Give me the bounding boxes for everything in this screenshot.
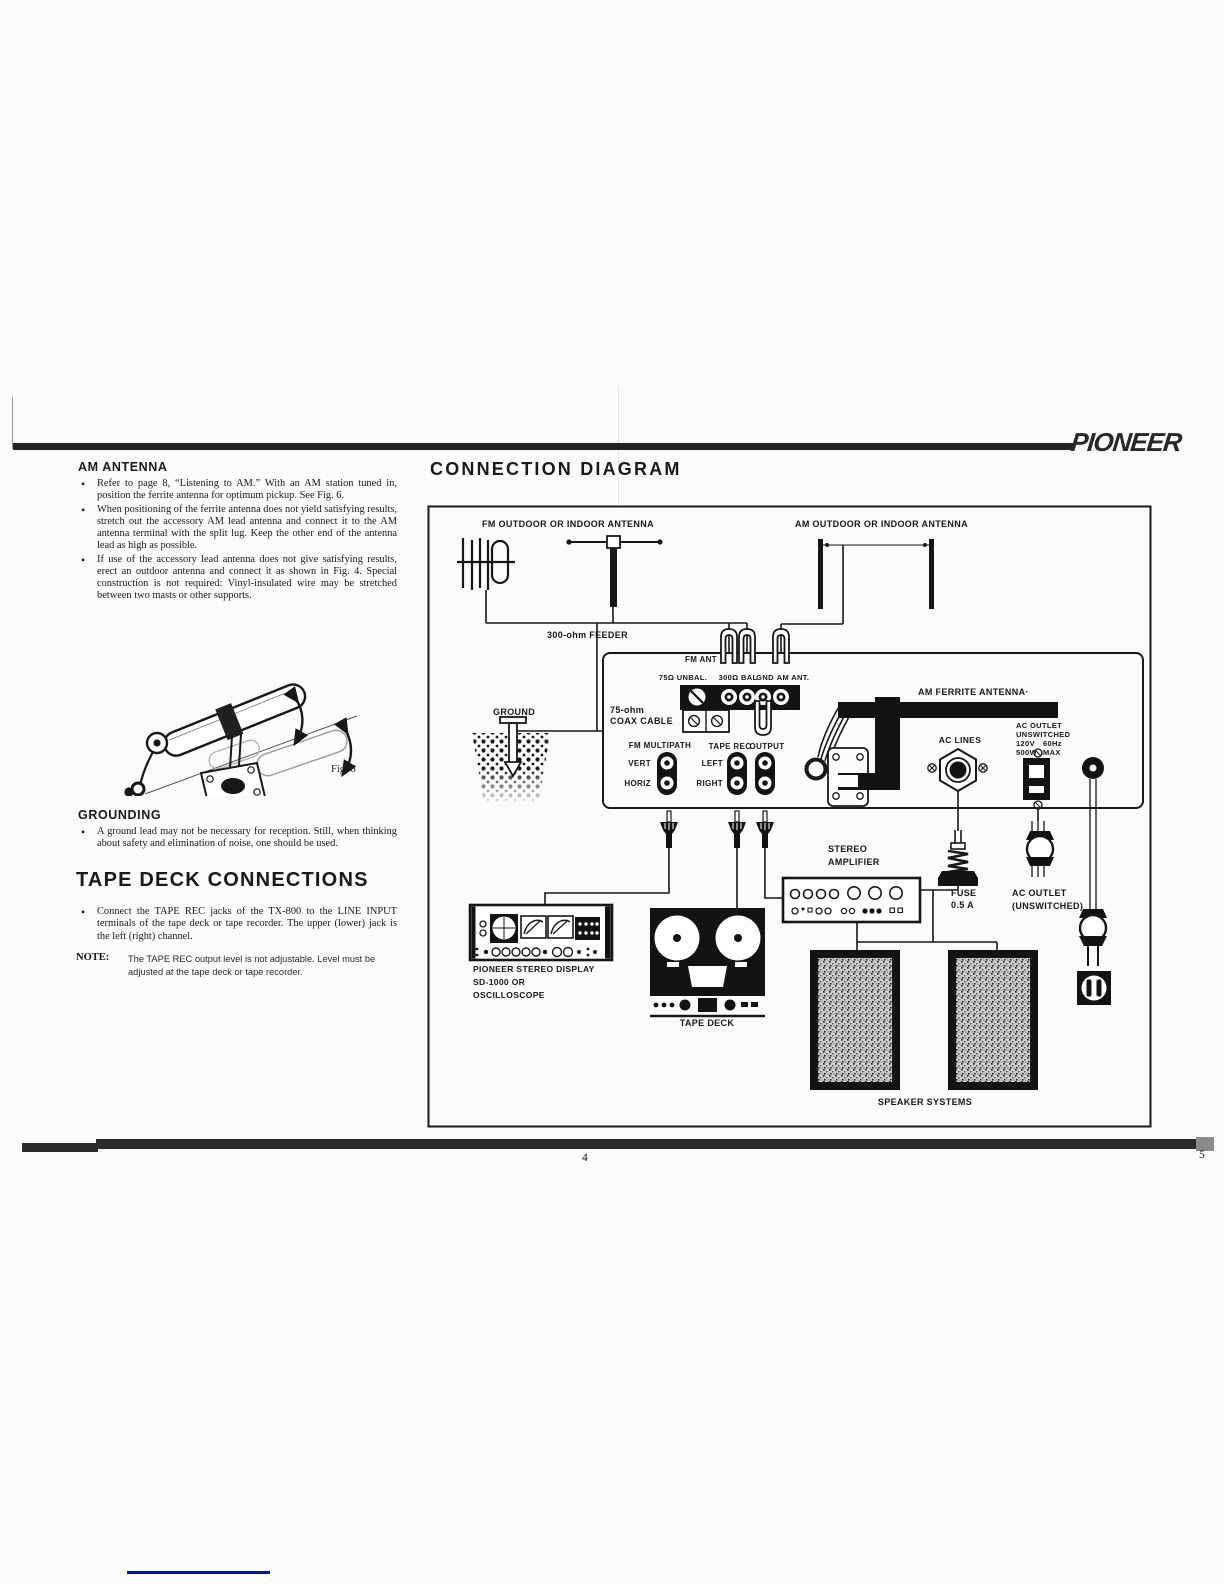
label-ac-outlet-3a: 120V: [1016, 739, 1035, 748]
label-outlet-2: (UNSWITCHED): [1012, 901, 1084, 911]
label-ac-lines: AC LINES: [938, 735, 982, 745]
antenna-lead-wire: [140, 752, 153, 785]
label-ferrite: AM FERRITE ANTENNA·: [918, 687, 1029, 697]
label-fm-antenna: FM OUTDOOR OR INDOOR ANTENNA: [482, 519, 654, 529]
fm-multipath-jacks: [657, 752, 677, 795]
label-ac-outlet-2: UNSWITCHED: [1016, 730, 1071, 739]
label-speakers: SPEAKER SYSTEMS: [877, 1097, 973, 1107]
panel-ac-outlet: [1023, 749, 1050, 809]
label-am-ant: AM ANT.: [776, 673, 810, 682]
fm-dipole-antenna-icon: [566, 536, 662, 607]
stereo-amplifier-icon: [783, 878, 920, 922]
label-right: RIGHT: [696, 779, 723, 788]
fuse-icon: [938, 830, 978, 886]
scan-blue-mark: [127, 1571, 270, 1574]
label-fuse: FUSE: [951, 888, 977, 898]
am-antenna-heading: AM ANTENNA: [78, 460, 168, 474]
pioneer-logo: PIONEER: [1069, 427, 1183, 457]
label-amplifier: AMPLIFIER: [828, 857, 880, 867]
tape-deck-bullet: • Connect the TAPE REC jacks of the TX-800 to the LINE INPUT terminals of the tape deck or tape recorder. The upper (lower) jack is the left (right) channel.: [75, 906, 397, 943]
tape-rec-jacks: [727, 752, 747, 795]
power-cord-grommet: [1082, 757, 1104, 779]
fm-yagi-antenna-icon: [457, 538, 515, 590]
page-number-left: 4: [582, 1152, 588, 1164]
label-stereo: STEREO: [828, 844, 868, 854]
connection-diagram: [427, 505, 1152, 1130]
rca-plug-icon: [660, 811, 678, 848]
header-rule: [13, 443, 1073, 450]
label-display-2: SD-1000 OR: [473, 977, 526, 987]
am-antenna-bullet: • Refer to page 8, “Listening to AM.” With an AM station tuned in, position the ferrite antenna for optimum pickup. See Fig. 6.: [75, 478, 397, 503]
lead-wire-loop: [132, 783, 144, 795]
label-300ohm: 300Ω BAL: [718, 673, 758, 682]
footer-rule: [96, 1139, 1210, 1149]
stereo-display-icon: [470, 905, 612, 960]
label-fm-ant: FM ANT: [684, 655, 718, 664]
tape-deck-text: [75, 906, 397, 944]
ac-plug-icon: [1079, 909, 1107, 966]
tape-deck-icon: [650, 908, 765, 1016]
scan-edge-mark: [12, 397, 13, 449]
label-output: OUTPUT: [749, 742, 785, 751]
label-ground: GROUND: [493, 707, 536, 717]
am-antenna-bullet: • If use of the accessory lead antenna does not give satisfying results, erect an outdoor antenna and connect it as shown in Fig. 4. Special construction is not required: Vinyl-insulated wire may be stretched between two masts or other supports.: [75, 554, 397, 603]
label-outlet-1: AC OUTLET: [1012, 888, 1067, 898]
label-horiz: HORIZ: [624, 779, 651, 788]
label-coax-1: 75-ohm: [610, 705, 645, 715]
speaker-right-icon: [948, 950, 1038, 1090]
note-label: NOTE:: [76, 952, 110, 963]
figure-caption: Fig. 6: [331, 764, 356, 775]
label-display-3: OSCILLOSCOPE: [473, 990, 545, 1000]
output-jacks: [755, 752, 775, 795]
label-coax-2: COAX CABLE: [610, 716, 674, 726]
label-75ohm: 75Ω UNBAL.: [658, 673, 708, 682]
note-text: The TAPE REC output level is not adjustable. Level must be adjusted at the tape deck or tape recorder.: [128, 954, 376, 977]
ferrite-rod: [159, 676, 310, 763]
rod-end-hole: [153, 739, 160, 746]
am-antenna-bullet: • When positioning of the ferrite antenna does not yield satisfying results, stretch out the accessory AM lead antenna and connect it to the AM antenna terminal with the split lug. Keep the other end of the antenna lead as high as possible.: [75, 504, 397, 553]
diagram-border: [429, 507, 1151, 1127]
speaker-left-icon: [810, 950, 900, 1090]
label-display-1: PIONEER STEREO DISPLAY: [473, 964, 595, 974]
label-gnd: GND: [756, 673, 774, 682]
am-antenna-text: [75, 478, 397, 604]
rca-plug-icon: [756, 811, 774, 848]
label-tape-deck: TAPE DECK: [679, 1018, 735, 1028]
label-ac-outlet-4a: 500W: [1016, 748, 1037, 757]
tape-deck-heading: TAPE DECK CONNECTIONS: [76, 869, 369, 891]
inline-ac-outlet-icon: [1026, 831, 1054, 866]
grounding-text: [75, 826, 397, 852]
footer-rule-left: [22, 1143, 98, 1152]
label-am-antenna: AM OUTDOOR OR INDOOR ANTENNA: [795, 519, 968, 529]
page-number-right: 5: [1199, 1149, 1205, 1161]
grounding-bullet: • A ground lead may not be necessary for reception. Still, when thinking about safety and elimination of noise, one should be used.: [75, 826, 397, 851]
label-feeder: 300-ohm FEEDER: [547, 630, 628, 640]
label-fm-multipath: FM MULTIPATH: [628, 741, 692, 750]
diagram-title: CONNECTION DIAGRAM: [430, 459, 682, 479]
rca-plug-icon: [728, 811, 746, 848]
label-ac-outlet-3b: 60Hz: [1043, 739, 1062, 748]
label-tape-rec: TAPE REC: [708, 742, 752, 751]
label-left: LEFT: [701, 759, 723, 768]
ground-symbol: [472, 717, 550, 802]
label-ac-outlet-4b: MAX: [1043, 748, 1061, 757]
grounding-heading: GROUNDING: [78, 808, 162, 822]
wall-outlet-icon: [1077, 971, 1111, 1005]
label-vert: VERT: [628, 759, 651, 768]
label-ac-outlet-1: AC OUTLET: [1016, 721, 1063, 730]
am-wire-antenna-icon: [818, 539, 934, 609]
label-fuse-rating: 0.5 A: [951, 900, 974, 910]
